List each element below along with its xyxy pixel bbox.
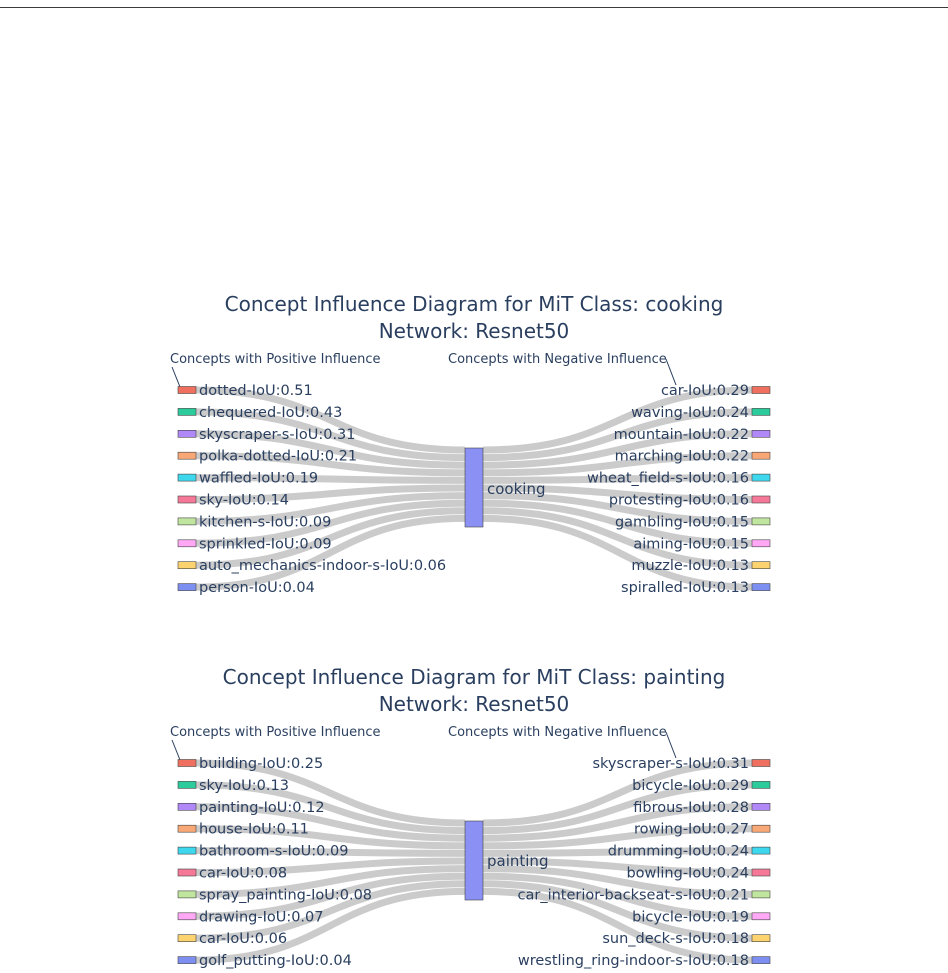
positive-concept-label: building-IoU:0.25	[199, 756, 324, 772]
negative-concept-label: waving-IoU:0.24	[631, 404, 749, 421]
positive-concept-node[interactable]	[178, 452, 196, 459]
negative-concept-node[interactable]	[752, 430, 770, 437]
negative-concept-label: wrestling_ring-indoor-s-IoU:0.18	[517, 953, 749, 970]
sankey-panel-cooking	[0, 287, 948, 607]
positive-concept-label: sprinkled-IoU:0.09	[199, 536, 332, 553]
negative-concept-node[interactable]	[752, 803, 770, 810]
negative-concept-label: wheat_field-s-IoU:0.16	[586, 470, 749, 487]
positive-concept-label: person-IoU:0.04	[199, 580, 315, 597]
positive-concept-label: painting-IoU:0.12	[199, 799, 325, 816]
positive-concept-label: spray_painting-IoU:0.08	[199, 887, 373, 904]
positive-concept-node[interactable]	[178, 803, 196, 810]
positive-header: Concepts with Positive Influence	[170, 352, 381, 367]
negative-concept-node[interactable]	[752, 760, 770, 767]
negative-concept-label: drumming-IoU:0.24	[607, 843, 749, 860]
negative-concept-node[interactable]	[752, 957, 770, 964]
positive-concept-node[interactable]	[178, 474, 196, 481]
negative-concept-label: marching-IoU:0.22	[614, 448, 749, 465]
positive-concept-label: house-IoU:0.11	[199, 821, 309, 838]
positive-concept-label: waffled-IoU:0.19	[199, 470, 319, 487]
negative-concept-label: gambling-IoU:0.15	[614, 514, 749, 531]
negative-concept-label: bowling-IoU:0.24	[626, 865, 749, 882]
negative-header-pointer	[666, 359, 676, 385]
positive-concept-label: dotted-IoU:0.51	[199, 383, 313, 399]
negative-concept-label: fibrous-IoU:0.28	[633, 799, 749, 816]
sankey-diagram-cooking	[0, 287, 948, 607]
diagram-subtitle: Network: Resnet50	[378, 692, 570, 716]
negative-concept-label: bicycle-IoU:0.19	[632, 909, 749, 926]
center-node[interactable]	[465, 448, 483, 527]
positive-concept-label: golf_putting-IoU:0.04	[199, 953, 352, 970]
diagram-subtitle: Network: Resnet50	[378, 319, 570, 343]
positive-concept-label: bathroom-s-IoU:0.09	[199, 843, 349, 860]
negative-concept-label: car_interior-backseat-s-IoU:0.21	[517, 887, 749, 904]
negative-concept-label: mountain-IoU:0.22	[613, 426, 749, 443]
negative-concept-label: protesting-IoU:0.16	[608, 492, 749, 509]
positive-concept-node[interactable]	[178, 430, 196, 437]
negative-concept-node[interactable]	[752, 474, 770, 481]
negative-concept-label: sun_deck-s-IoU:0.18	[602, 931, 749, 948]
diagram-title: Concept Influence Diagram for MiT Class: cooking	[224, 292, 724, 316]
negative-concept-node[interactable]	[752, 387, 770, 394]
negative-concept-node[interactable]	[752, 913, 770, 920]
negative-concept-node[interactable]	[752, 584, 770, 591]
positive-concept-node[interactable]	[178, 496, 196, 503]
positive-concept-node[interactable]	[178, 869, 196, 876]
negative-concept-node[interactable]	[752, 935, 770, 942]
negative-concept-label: car-IoU:0.29	[660, 383, 749, 399]
negative-concept-label: muzzle-IoU:0.13	[631, 558, 749, 575]
positive-concept-node[interactable]	[178, 408, 196, 415]
positive-header-pointer	[172, 367, 180, 387]
negative-concept-label: skyscraper-s-IoU:0.31	[592, 756, 749, 772]
positive-concept-label: drawing-IoU:0.07	[199, 909, 324, 926]
negative-concept-label: aiming-IoU:0.15	[633, 536, 749, 553]
negative-concept-label: spiralled-IoU:0.13	[621, 580, 749, 597]
negative-concept-node[interactable]	[752, 408, 770, 415]
negative-concept-node[interactable]	[752, 496, 770, 503]
negative-concept-node[interactable]	[752, 781, 770, 788]
positive-header-pointer	[172, 740, 180, 760]
positive-concept-label: chequered-IoU:0.43	[199, 404, 343, 421]
positive-concept-node[interactable]	[178, 825, 196, 832]
negative-concept-label: bicycle-IoU:0.29	[632, 777, 749, 794]
positive-concept-node[interactable]	[178, 935, 196, 942]
positive-concept-node[interactable]	[178, 387, 196, 394]
negative-concept-label: rowing-IoU:0.27	[634, 821, 749, 838]
positive-concept-node[interactable]	[178, 781, 196, 788]
negative-concept-node[interactable]	[752, 891, 770, 898]
positive-concept-node[interactable]	[178, 760, 196, 767]
positive-concept-label: car-IoU:0.06	[199, 931, 288, 948]
sankey-diagram-painting	[0, 660, 948, 973]
positive-concept-node[interactable]	[178, 891, 196, 898]
center-label: painting	[487, 852, 549, 870]
positive-concept-node[interactable]	[178, 540, 196, 547]
positive-concept-node[interactable]	[178, 518, 196, 525]
negative-concept-node[interactable]	[752, 869, 770, 876]
sankey-panel-painting	[0, 660, 948, 973]
positive-concept-node[interactable]	[178, 584, 196, 591]
center-node[interactable]	[465, 821, 483, 900]
positive-concept-label: auto_mechanics-indoor-s-IoU:0.06	[199, 558, 447, 575]
top-divider	[0, 7, 948, 8]
diagram-title: Concept Influence Diagram for MiT Class: painting	[222, 665, 726, 689]
positive-concept-node[interactable]	[178, 847, 196, 854]
negative-header: Concepts with Negative Influence	[448, 725, 667, 740]
negative-header: Concepts with Negative Influence	[448, 352, 667, 367]
negative-concept-node[interactable]	[752, 518, 770, 525]
positive-concept-label: sky-IoU:0.14	[199, 492, 289, 509]
negative-concept-node[interactable]	[752, 847, 770, 854]
positive-concept-label: car-IoU:0.08	[199, 865, 288, 882]
center-label: cooking	[487, 480, 546, 498]
positive-concept-label: kitchen-s-IoU:0.09	[199, 514, 332, 531]
positive-concept-node[interactable]	[178, 913, 196, 920]
negative-concept-node[interactable]	[752, 540, 770, 547]
positive-concept-label: sky-IoU:0.13	[199, 777, 289, 794]
positive-concept-label: skyscraper-s-IoU:0.31	[199, 426, 356, 443]
negative-concept-node[interactable]	[752, 452, 770, 459]
positive-concept-label: polka-dotted-IoU:0.21	[199, 448, 358, 465]
positive-header: Concepts with Positive Influence	[170, 725, 381, 740]
positive-concept-node[interactable]	[178, 957, 196, 964]
positive-concept-node[interactable]	[178, 562, 196, 569]
negative-concept-node[interactable]	[752, 562, 770, 569]
negative-header-pointer	[666, 732, 676, 758]
negative-concept-node[interactable]	[752, 825, 770, 832]
